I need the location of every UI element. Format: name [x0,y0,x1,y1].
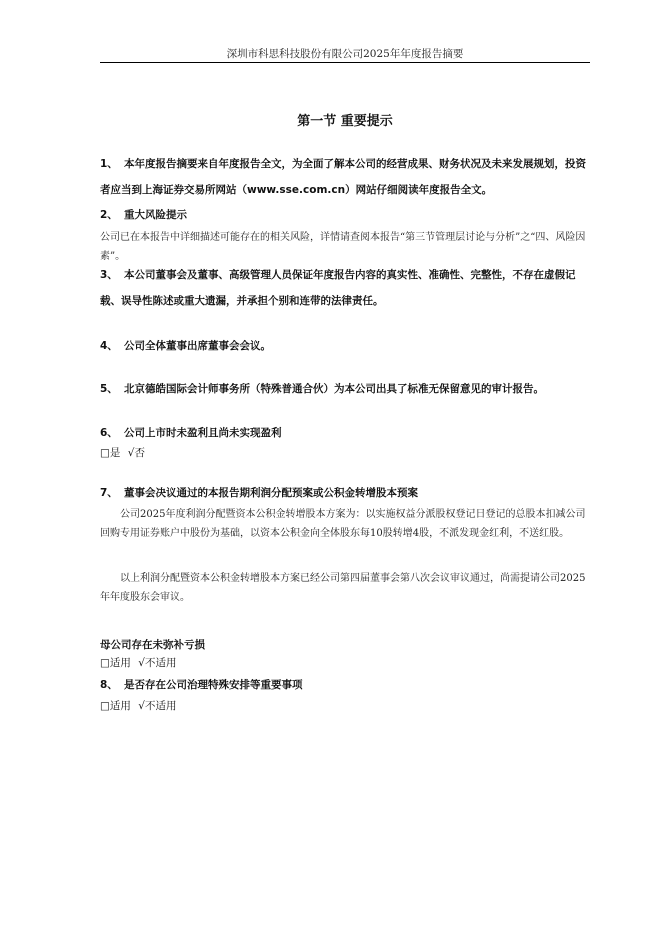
item-4-text: 公司全体董事出席董事会会议。 [124,340,271,352]
item-5-number: 5、 [100,383,118,395]
checkbox-no: √否 [127,447,145,459]
item-4 [100,333,594,359]
item-8-heading [100,672,594,698]
item-1-text: 本年度报告摘要来自年度报告全文，为全面了解本公司的经营成果、财务状况及未来发展规划，投资者应当到上海证券交易所网站（www.sse.com.cn）网站仔细阅读年度报告全文。 [100,158,586,196]
item-2-title: 重大风险提示 [124,209,187,221]
item-6-title: 公司上市时未盈利且尚未实现盈利 [124,427,282,439]
item-8-number: 8、 [100,679,118,691]
item-6-number: 6、 [100,427,118,439]
uncovered-loss-title: 母公司存在未弥补亏损 [100,639,205,651]
header-rule [100,62,590,63]
item-8-title: 是否存在公司治理特殊安排等重要事项 [124,679,303,691]
running-header: 深圳市科思科技股份有限公司2025年年度报告摘要 [226,48,464,60]
section-title: 第一节 重要提示 [297,114,393,129]
item-7-number: 7、 [100,487,118,499]
checkbox-not-applicable: √不适用 [138,700,177,712]
item-3 [100,262,594,314]
checkbox-yes: □是 [100,447,121,459]
item-7-paragraph-1: 公司2025年度利润分配暨资本公积金转增股本方案为：以实施权益分派股权登记日登记的总股本扣减公司回购专用证券账户中股份为基础，以资本公积金向全体股东每10股转增4股，不派发现金红利，不送红股。 [100,509,586,539]
item-4-number: 4、 [100,340,118,352]
item-2-number: 2、 [100,209,118,221]
item-8-choices [100,697,594,715]
item-5-text: 北京德皓国际会计师事务所（特殊普通合伙）为本公司出具了标准无保留意见的审计报告。 [124,383,544,395]
item-7-heading [100,480,594,506]
item-5 [100,376,594,402]
item-2-body: 公司已在本报告中详细描述可能存在的相关风险，详情请查阅本报告“第三节管理层讨论与分析”之“四、风险因素”。 [100,232,586,262]
checkbox-applicable: □适用 [100,657,131,669]
item-1-number: 1、 [100,158,118,170]
item-3-number: 3、 [100,269,118,281]
item-2-heading [100,202,594,228]
item-6-choices [100,444,594,462]
item-3-text: 本公司董事会及董事、高级管理人员保证年度报告内容的真实性、准确性、完整性，不存在虚假记载、误导性陈述或重大遗漏，并承担个别和连带的法律责任。 [100,269,576,307]
item-7-paragraph-2: 以上利润分配暨资本公积金转增股本方案已经公司第四届董事会第八次会议审议通过，尚需提请公司2025年年度股东会审议。 [100,573,586,603]
item-1 [100,151,594,203]
checkbox-not-applicable: √不适用 [138,657,177,669]
item-7-title: 董事会决议通过的本报告期利润分配预案或公积金转增股本预案 [124,487,418,499]
item-6-heading [100,420,594,446]
uncovered-loss-choices [100,654,594,672]
checkbox-applicable: □适用 [100,700,131,712]
